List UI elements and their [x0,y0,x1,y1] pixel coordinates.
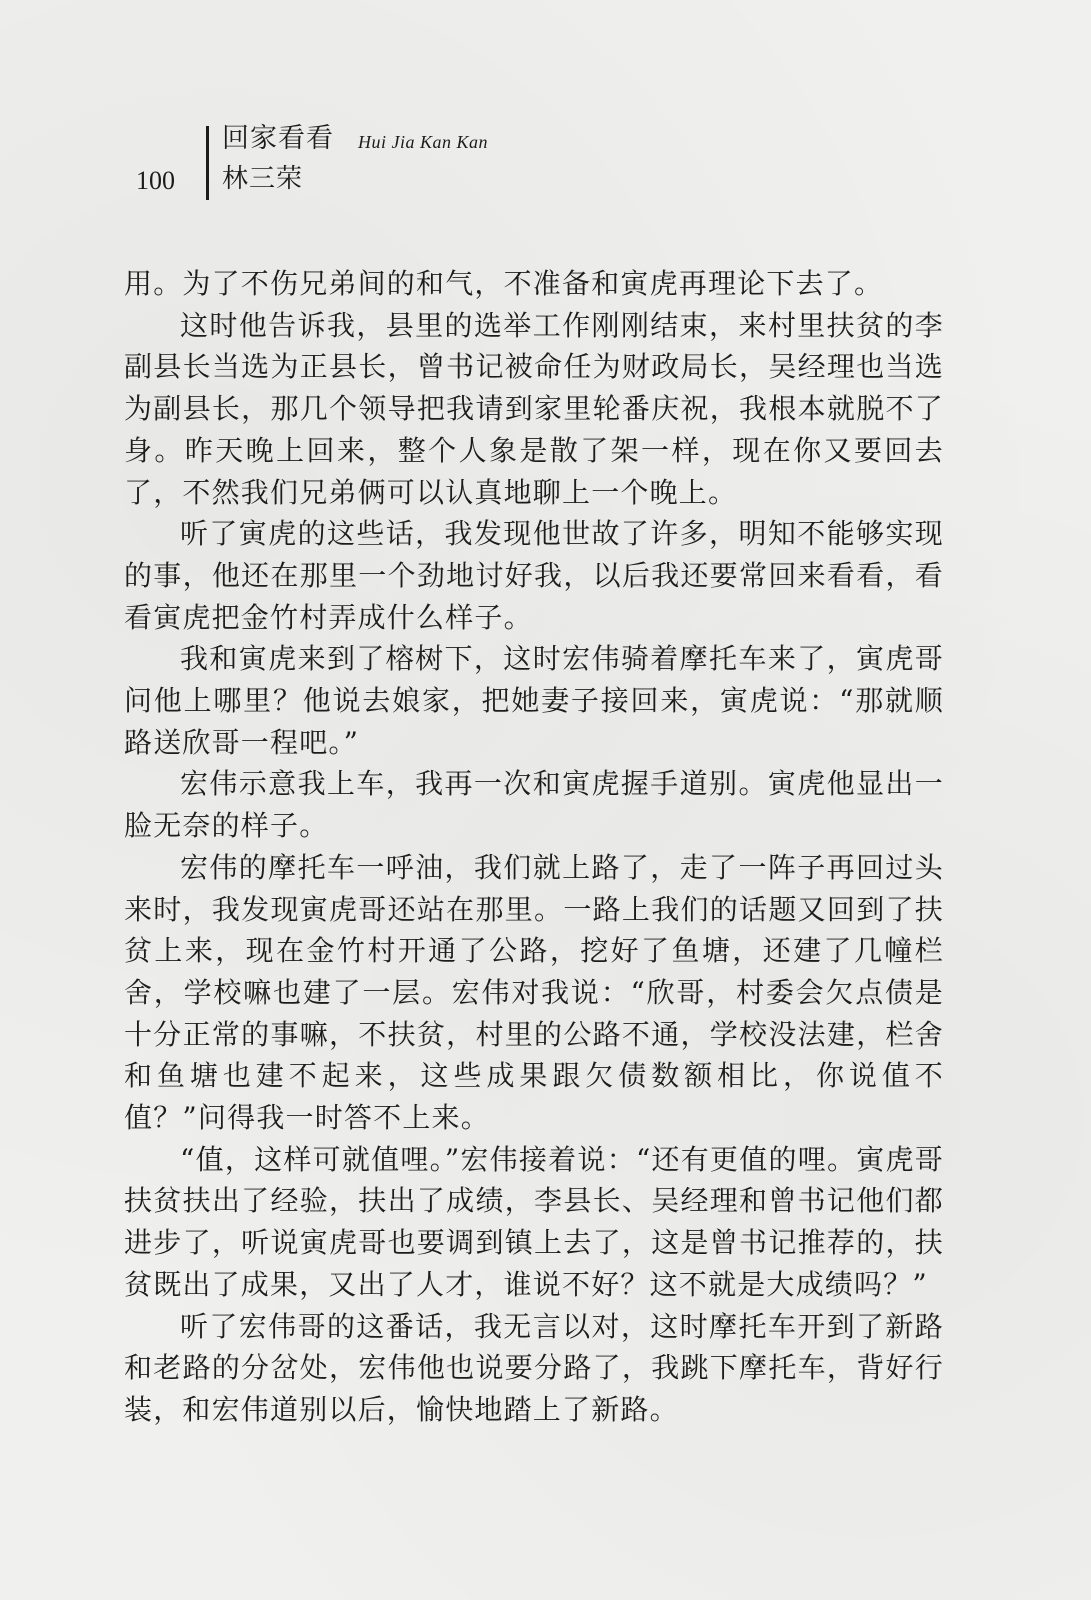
paragraph: 这时他告诉我，县里的选举工作刚刚结束，来村里扶贫的李副县长当选为正县长，曾书记被命任为财政局长，吴经理也当选为副县长，那几个领导把我请到家里轮番庆祝，我根本就脱不了身。昨天晚上回来，整个人象是散了架一样，现在你又要回去了，不然我们兄弟俩可以认真地聊上一个晚上。 [124,308,944,509]
paragraph: “值，这样可就值哩。”宏伟接着说：“还有更值的哩。寅虎哥扶贫扶出了经验，扶出了成绩，李县长、吴经理和曾书记他们都进步了，听说寅虎哥也要调到镇上去了，这是曾书记推荐的，扶贫既出了成果，又出了人才，谁说不好？这不就是大成绩吗？” [124,1142,944,1301]
author-name: 林三荣 [222,164,304,194]
paragraph-continued: 用。为了不伤兄弟间的和气，不准备和寅虎再理论下去了。 [124,267,884,300]
body-text [124,263,944,1431]
book-title-pinyin: Hui Jia Kan Kan [358,132,489,152]
paragraph: 我和寅虎来到了榕树下，这时宏伟骑着摩托车来了，寅虎哥问他上哪里？他说去娘家，把她妻子接回来，寅虎说：“那就顺路送欣哥一程吧。” [124,642,944,759]
paragraph: 宏伟示意我上车，我再一次和寅虎握手道别。寅虎他显出一脸无奈的样子。 [124,767,944,843]
paragraph: 听了寅虎的这些话，我发现他世故了许多，明知不能够实现的事，他还在那里一个劲地讨好我，以后我还要常回来看看，看看寅虎把金竹村弄成什么样子。 [124,517,944,634]
page-number: 100 [136,166,175,195]
book-title: 回家看看 [222,123,334,154]
paragraph: 听了宏伟哥的这番话，我无言以对，这时摩托车开到了新路和老路的分岔处，宏伟他也说要分路了，我跳下摩托车，背好行装，和宏伟道别以后，愉快地踏上了新路。 [124,1309,944,1426]
running-header [130,118,630,200]
header-divider [206,126,209,200]
paragraph: 宏伟的摩托车一呼油，我们就上路了，走了一阵子再回过头来时，我发现寅虎哥还站在那里。一路上我们的话题又回到了扶贫上来，现在金竹村开通了公路，挖好了鱼塘，还建了几幢栏舍，学校嘛也建了一层。宏伟对我说：“欣哥，村委会欠点债是十分正常的事嘛，不扶贫，村里的公路不通，学校没法建，栏舍和鱼塘也建不起来，这些成果跟欠债数额相比，你说值不值？”问得我一时答不上来。 [124,850,944,1135]
